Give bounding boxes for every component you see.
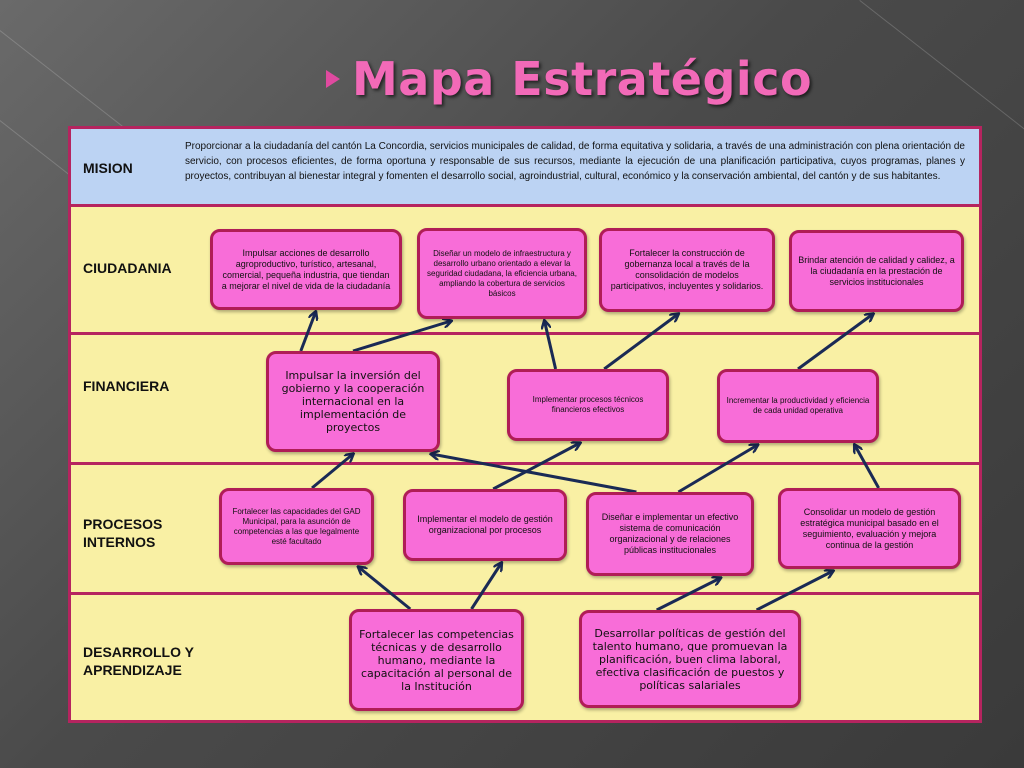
label-ciudadania: CIUDADANIA [83,260,172,276]
node-p3: Diseñar e implementar un efectivo sistema de comunicación organizacional y de relaciones públicas institucionales [586,492,754,576]
label-desarrollo: DESARROLLO Y APRENDIZAJE [83,644,194,678]
node-p4: Consolidar un modelo de gestión estratégica municipal basado en el seguimiento, evaluación y mejora continua de la gestión [778,488,961,569]
node-d1: Fortalecer las competencias técnicas y de desarrollo humano, mediante la capacitación al personal de la Institución [349,609,524,711]
label-procesos: PROCESOS INTERNOS [83,516,163,550]
node-c2: Diseñar un modelo de infraestructura y desarrollo urbano orientado a elevar la seguridad ciudadana, la eficiencia urbana, ampliando la cobertura de servicios básicos [417,228,587,319]
node-f1: Impulsar la inversión del gobierno y la cooperación internacional en la implementación de proyectos [266,351,440,452]
page-title: Mapa Estratégico [352,52,813,106]
band-desarrollo [71,595,979,720]
label-financiera: FINANCIERA [83,378,170,394]
node-f3: Incrementar la productividad y eficiencia de cada unidad operativa [717,369,879,443]
node-c4: Brindar atención de calidad y calidez, a la ciudadanía en la prestación de servicios institucionales [789,230,964,312]
mision-text: Proporcionar a la ciudadanía del cantón La Concordia, servicios municipales de calidad, de forma equitativa y solidaria, a través de una administración con plena orientación de servicio, con procesos eficientes, de forma oportuna y responsable de sus recursos, mediante la ejecución de una planificación participativa, cuyos programas, planes y proyectos, contribuyan al bienestar integral y fomenten el desarrollo social, agroindustrial, cultural, económico y la conservación ambiental, del cantón y de sus habitantes. [185,141,965,182]
band-mision [71,129,979,207]
label-mision: MISION [83,160,133,176]
node-p2: Implementar el modelo de gestión organizacional por procesos [403,489,567,561]
node-c1: Impulsar acciones de desarrollo agroproductivo, turístico, artesanal, comercial, pequeña industria, que tiendan a mejorar el nivel de vida de la ciudadanía [210,229,402,310]
node-p1: Fortalecer las capacidades del GAD Municipal, para la asunción de competencias a las que legalmente esté facultado [219,488,374,565]
node-d2: Desarrollar políticas de gestión del talento humano, que promuevan la planificación, buen clima laboral, efectiva clasificación de puestos y políticas salariales [579,610,801,708]
decorative-line [859,0,1024,136]
node-c3: Fortalecer la construcción de gobernanza local a través de la consolidación de modelos participativos, incluyentes y solidarios. [599,228,775,312]
title-bullet-icon [326,70,340,88]
node-f2: Implementar procesos técnicos financieros efectivos [507,369,669,441]
